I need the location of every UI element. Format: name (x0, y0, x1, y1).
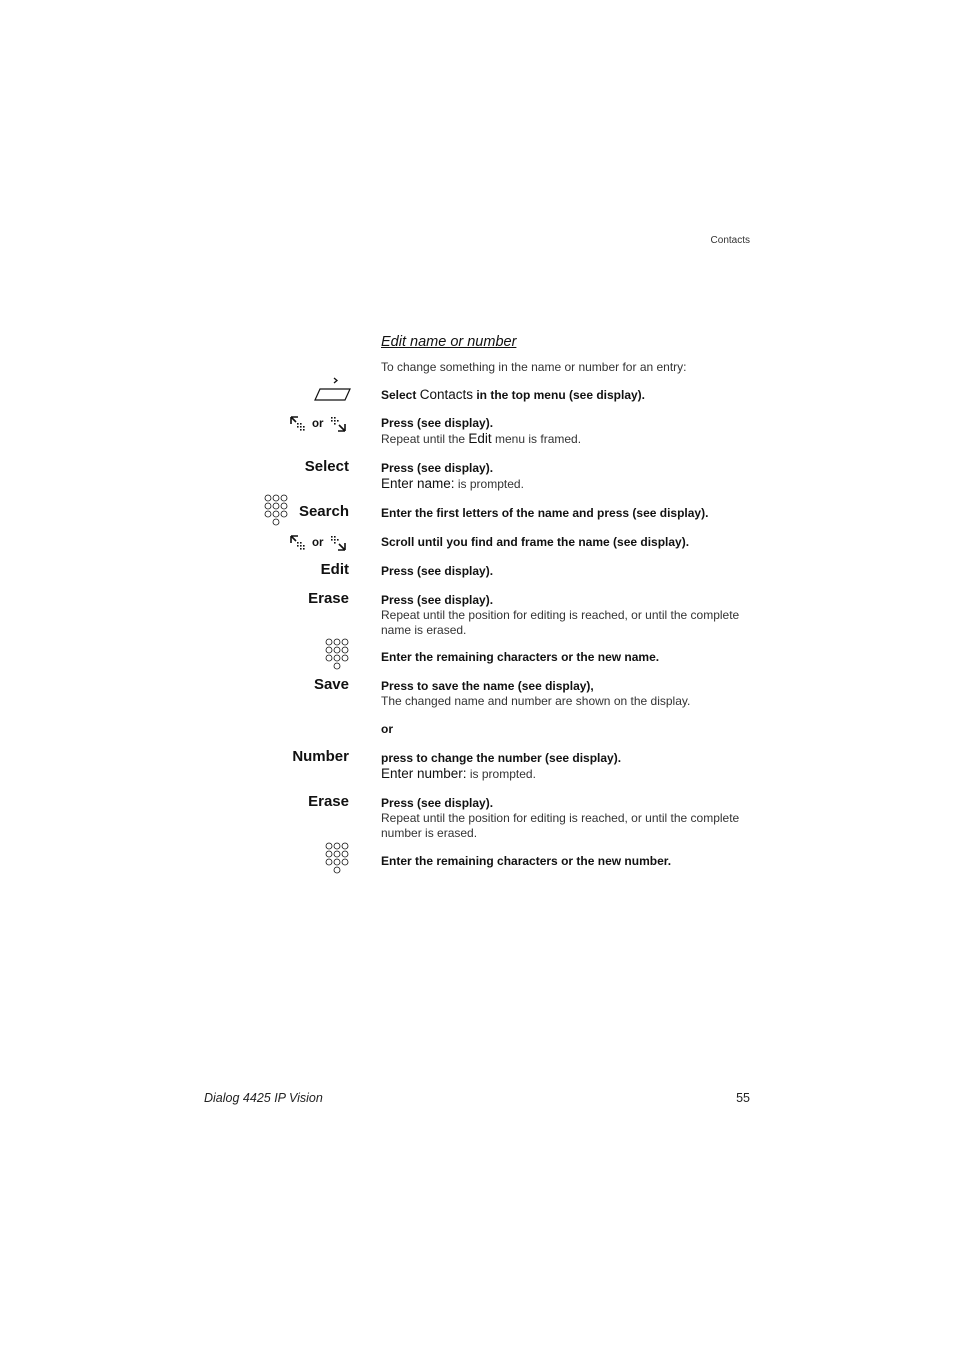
select-softkey[interactable]: Select (304, 458, 349, 475)
intro-text: To change something in the name or number for an entry: (381, 360, 687, 374)
step-erase-name: Press (see display). Repeat until the position for editing is reached, or until the complete name is erased. (381, 593, 740, 637)
step-select: Press (see display). Enter name: is prompted. (381, 461, 524, 491)
step-enter-name: Enter the remaining characters or the new name. (381, 650, 660, 664)
edit-softkey[interactable]: Edit (320, 561, 349, 578)
step-save: Press to save the name (see display), The changed name and number are shown on the display. (381, 679, 691, 708)
keypad-icon (325, 638, 351, 674)
step-press-nav: Press (see display). Repeat until the Edit menu is framed. (381, 416, 582, 446)
running-header: Contacts (710, 235, 750, 246)
or-label: or (312, 418, 324, 430)
erase-softkey[interactable]: Erase (308, 793, 349, 810)
step-number: press to change the number (see display). Enter number: is prompted. (381, 751, 622, 781)
keypad-icon (325, 842, 351, 878)
soft-key-icon (314, 376, 352, 404)
nav-left-icon (290, 535, 306, 551)
nav-left-icon (290, 416, 306, 432)
step-search: Enter the first letters of the name and press (see display). (381, 506, 709, 520)
nav-keys-group (290, 416, 346, 432)
nav-right-icon (330, 535, 346, 551)
step-enter-number: Enter the remaining characters or the new number. (381, 854, 672, 868)
nav-keys-group-2 (290, 535, 346, 551)
or-separator: or (381, 722, 393, 736)
step-erase-number: Press (see display). Repeat until the position for editing is reached, or until the complete number is erased. (381, 796, 740, 840)
erase-softkey[interactable]: Erase (308, 590, 349, 607)
footer-product: Dialog 4425 IP Vision (204, 1091, 323, 1105)
step-edit: Press (see display). (381, 564, 494, 578)
section-title: Edit name or number (381, 334, 517, 350)
number-softkey[interactable]: Number (292, 748, 349, 765)
step-scroll: Scroll until you find and frame the name (see display). (381, 535, 690, 549)
page-number: 55 (736, 1091, 750, 1105)
or-label: or (312, 537, 324, 549)
nav-right-icon (330, 416, 346, 432)
search-softkey[interactable]: Search (298, 503, 349, 520)
step-select-contacts: Select Contacts in the top menu (see display). (381, 387, 646, 402)
save-softkey[interactable]: Save (313, 676, 349, 693)
keypad-icon (264, 494, 290, 530)
